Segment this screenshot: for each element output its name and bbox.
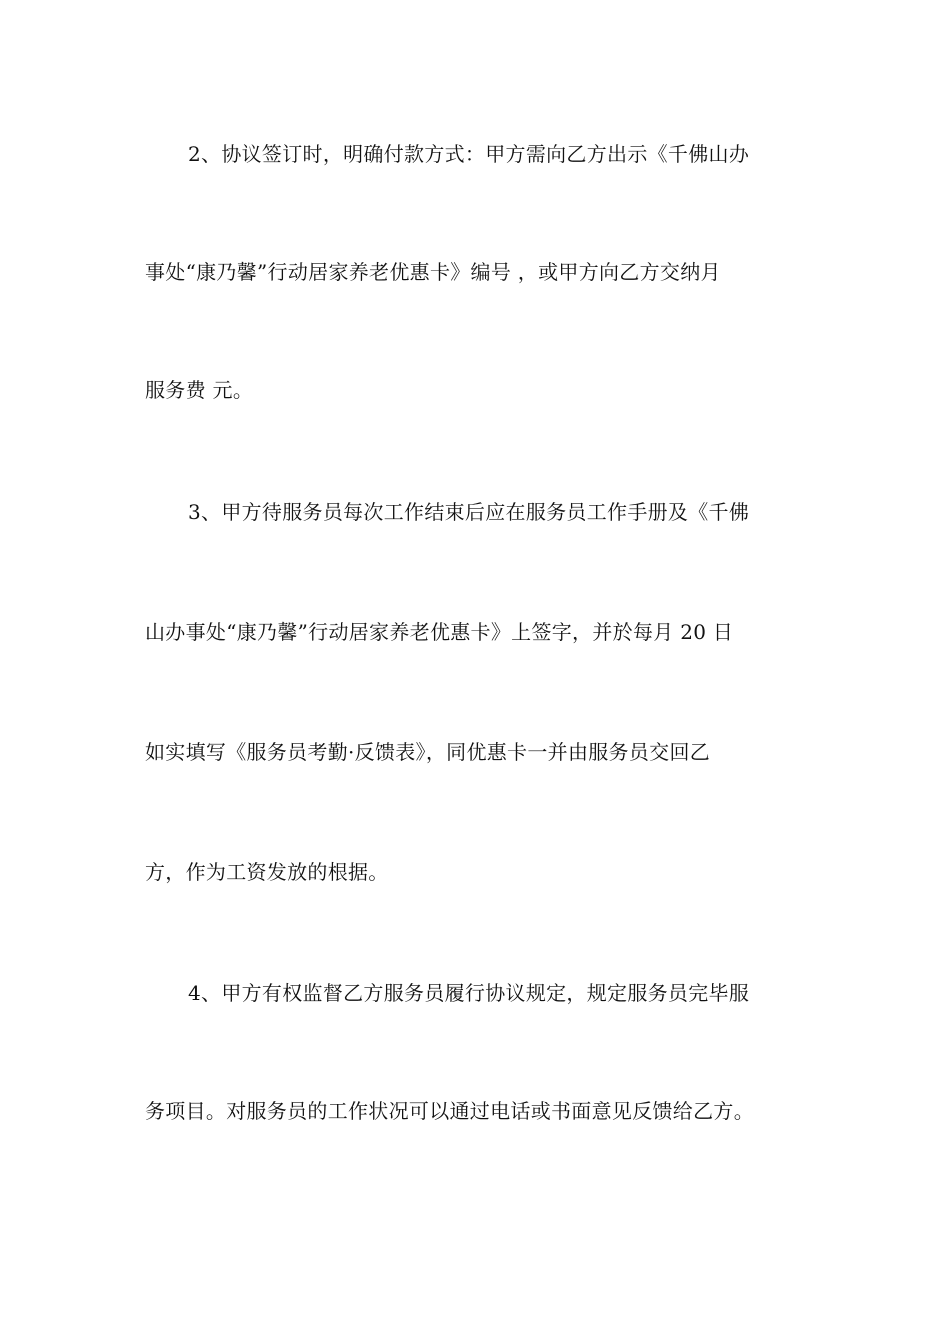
paragraph-3-line-1: 3、甲方待服务员每次工作结束后应在服务员工作手册及《千佛 — [188, 500, 750, 524]
paragraph-4-line-2: 务项目。对服务员的工作状况可以通过电话或书面意见反馈给乙方。 — [145, 1099, 754, 1123]
paragraph-4-line-1: 4、甲方有权监督乙方服务员履行协议规定，规定服务员完毕服 — [188, 981, 750, 1005]
paragraph-3-line-2: 山办事处“康乃馨”行动居家养老优惠卡》上签字，并於每月 20 日 — [145, 620, 734, 644]
paragraph-2-line-2: 事处“康乃馨”行动居家养老优惠卡》编号 ，或甲方向乙方交纳月 — [145, 260, 721, 284]
paragraph-2-line-1: 2、协议签订时，明确付款方式：甲方需向乙方出示《千佛山办 — [188, 142, 750, 166]
paragraph-3-line-4: 方，作为工资发放的根据。 — [145, 860, 389, 884]
paragraph-3-line-3: 如实填写《服务员考勤·反馈表》，同优惠卡一并由服务员交回乙 — [145, 740, 711, 764]
paragraph-2-line-3: 服务费 元。 — [145, 378, 254, 402]
